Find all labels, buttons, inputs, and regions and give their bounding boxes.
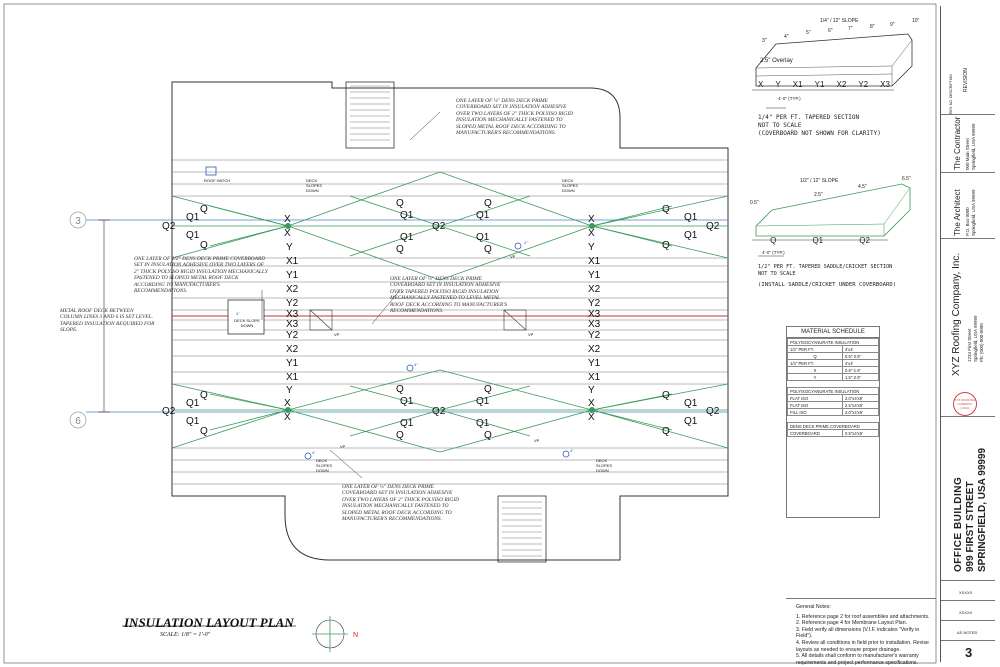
- sheet-number: 3: [965, 645, 973, 660]
- drain-size: 4": [524, 240, 528, 245]
- plan-title: INSULATION LAYOUT PLAN: [124, 615, 294, 630]
- label-q: Q: [484, 244, 492, 255]
- label-q1: Q1: [476, 232, 490, 243]
- label-q1: Q1: [400, 210, 414, 221]
- label-q2: Q2: [706, 406, 720, 417]
- label-y: Y: [588, 385, 595, 396]
- drain-size: 4": [312, 450, 316, 455]
- project-city: SPRINGFIELD, USA 99999: [977, 447, 988, 572]
- thickness-label: 3": [762, 38, 767, 44]
- vp-label: VP: [334, 332, 340, 337]
- note-center: ONE LAYER OF ¼" DENS DECK PRIME COVERBOARD SET IN INSULATION ADHESIVE OVER TAPERED POLYISO RIGID INSULATION MECHANICALLY FASTENED TO LEVEL METAL ROOF DECK ACCORDING TO MANUFACTURER'S RECOMMENDATIONS.: [390, 276, 508, 315]
- thickness-label: 4.5": [858, 184, 867, 190]
- schedule-section-header: DENS DECK PRIME COVERBOARD: [788, 423, 879, 430]
- detail-2-slope: 1/2" / 12" SLOPE: [800, 178, 839, 184]
- label-q: Q: [396, 384, 404, 395]
- schedule-cell: 0.5"x4'x8': [843, 430, 879, 437]
- panel-label: Q2: [859, 236, 870, 245]
- schedule-cell: 2.0"x4'x8': [843, 409, 879, 416]
- notes-divider: [786, 598, 936, 599]
- label-x: X: [588, 214, 595, 225]
- label-x: X: [588, 412, 595, 423]
- general-notes: [796, 604, 936, 666]
- detail-1-dim: 4'-0" (TYP.): [778, 96, 801, 101]
- label-q2: Q2: [162, 406, 176, 417]
- label-y: Y: [286, 242, 293, 253]
- detail-1-slope: 1/4" / 12" SLOPE: [820, 18, 859, 24]
- detail-2-subtitle: NOT TO SCALE: [758, 271, 796, 277]
- schedule-cell: 1/4" PER FT.: [788, 360, 843, 367]
- label-q: Q: [662, 426, 670, 437]
- note-top: ONE LAYER OF ¼" DENS DECK PRIME COVERBOARD SET IN INSULATION ADHESIVE OVER TWO LAYERS OF 2" THICK POLYISO RIGID INSULATION MECHANICALLY FASTENED TO SLOPED METAL ROOF DECK ACCORDING TO MANUFACTURER'S RECOMMENDATIONS.: [456, 98, 574, 137]
- detail-2-panels: [752, 236, 888, 245]
- label-q: Q: [396, 198, 404, 209]
- label-y1: Y1: [286, 270, 299, 281]
- schedule-section-header: POLYISOCYANURATE INSULATION: [788, 388, 879, 395]
- drawing-scale: AS NOTED: [957, 630, 978, 635]
- general-note-item: 2. Reference page 4 for Membrane Layout Plan.: [796, 620, 908, 627]
- schedule-section-header: POLYISOCYANURATE INSULATION: [788, 339, 879, 346]
- label-q1: Q1: [684, 212, 698, 223]
- label-x: X: [284, 228, 291, 239]
- label-x2: X2: [286, 344, 299, 355]
- label-q: Q: [484, 384, 492, 395]
- contractor-name: The Contractor: [953, 116, 962, 170]
- overlay-label: 2.5" Overlay: [760, 58, 793, 64]
- label-q: Q: [662, 204, 670, 215]
- label-q: Q: [396, 430, 404, 441]
- schedule-cell: 1/2" PER FT.: [788, 346, 843, 353]
- project-date: XXXXX: [959, 610, 973, 615]
- contractor-address-1: 000 Main Street: [965, 138, 970, 170]
- label-q: Q: [662, 390, 670, 401]
- label-x2: X2: [588, 344, 601, 355]
- contractor-address-2: Springfield, USA 99999: [971, 123, 976, 170]
- label-q: Q: [484, 430, 492, 441]
- label-q1: Q1: [400, 232, 414, 243]
- architect-address-1: P.O. Box 0000: [965, 207, 970, 236]
- label-q: Q: [484, 198, 492, 209]
- label-q1: Q1: [684, 230, 698, 241]
- label-q: Q: [200, 204, 208, 215]
- panel-label: X2: [836, 80, 847, 89]
- company-name: XYZ Roofing Company, Inc.: [951, 252, 962, 376]
- material-schedule: [786, 326, 880, 518]
- label-x3: X3: [286, 319, 299, 330]
- label-q1: Q1: [186, 398, 200, 409]
- schedule-cell: FLAT ISO: [788, 395, 843, 402]
- thickness-label: 5": [806, 30, 811, 36]
- drain-size: 4": [236, 311, 240, 316]
- general-note-item: 5. All details shall conform to manufacturer's warranty requirements and project performance specifications.: [796, 653, 919, 666]
- north-label: N: [353, 632, 359, 639]
- label-q1: Q1: [400, 396, 414, 407]
- label-x: X: [588, 228, 595, 239]
- label-y2: Y2: [286, 330, 299, 341]
- general-note-item: 3. Field verify all dimensions (V.I.F. indicates "Verify in Field").: [796, 626, 920, 640]
- detail-2-dim: 4'-0" (TYP.): [762, 250, 785, 255]
- schedule-cell: Q: [788, 353, 843, 360]
- detail-2-title: 1/2" PER FT. TAPERED SADDLE/CRICKET SECTION: [758, 264, 893, 270]
- label-x1: X1: [588, 256, 601, 267]
- label-y1: Y1: [286, 358, 299, 369]
- project-street: 999 FIRST STREET: [965, 481, 976, 572]
- thickness-label: 2.5": [814, 192, 823, 198]
- company-logo: XYZ ROOFING COMPANY LOGO: [953, 392, 977, 416]
- panel-label: Q1: [812, 236, 824, 245]
- label-q: Q: [200, 390, 208, 401]
- detail-1-note: (COVERBOARD NOT SHOWN FOR CLARITY): [758, 130, 881, 137]
- vp-label: VP: [510, 254, 516, 259]
- deck-slope-label: DECK SLOPES DOWN: [316, 458, 333, 473]
- title-block: [940, 6, 995, 662]
- label-q2: Q2: [706, 221, 720, 232]
- panel-label: X: [758, 80, 764, 89]
- thickness-label: 10": [912, 18, 920, 24]
- project-name: OFFICE BUILDING: [953, 476, 964, 572]
- label-x3: X3: [286, 309, 299, 320]
- roof-hatch-label: ROOF HATCH: [204, 178, 231, 183]
- thickness-label: 7": [848, 26, 853, 32]
- label-x1: X1: [588, 372, 601, 383]
- label-q2: Q2: [432, 221, 446, 232]
- label-q1: Q1: [476, 396, 490, 407]
- schedule-cell: Y: [788, 374, 843, 381]
- company-address-1: 1234 First Street: [967, 328, 972, 362]
- schedule-cell: FILL ISO: [788, 409, 843, 416]
- detail-1-panels: [752, 80, 896, 89]
- label-y2: Y2: [588, 298, 601, 309]
- schedule-cell: X: [788, 367, 843, 374]
- label-x2: X2: [286, 284, 299, 295]
- deck-slope-label: DECK SLOPES DOWN: [562, 178, 579, 193]
- label-q1: Q1: [476, 210, 490, 221]
- label-q: Q: [662, 240, 670, 251]
- label-y2: Y2: [286, 298, 299, 309]
- schedule-cell: 1.5"-2.5": [843, 374, 879, 381]
- schedule-cell: 0.5"-2.5": [843, 353, 879, 360]
- architect-address-2: Springfield, USA 99999: [971, 189, 976, 236]
- detail-1-title: 1/4" PER FT. TAPERED SECTION: [758, 114, 860, 121]
- thickness-label: 8": [870, 24, 875, 30]
- label-x: X: [284, 398, 291, 409]
- drain-size: 4": [414, 362, 418, 367]
- deck-slope-label: DECK SLOPES DOWN: [596, 458, 613, 473]
- architect-name: The Architect: [953, 189, 962, 236]
- plan-scale: SCALE: 1/8" = 1'-0": [160, 632, 211, 638]
- vp-label: VP: [340, 444, 346, 449]
- thickness-label: 0.5": [750, 200, 759, 206]
- label-y: Y: [588, 242, 595, 253]
- label-x3: X3: [588, 319, 601, 330]
- label-q1: Q1: [186, 230, 200, 241]
- label-x: X: [284, 214, 291, 225]
- label-q1: Q1: [684, 416, 698, 427]
- label-x2: X2: [588, 284, 601, 295]
- general-notes-title: General Notes:: [796, 604, 831, 610]
- schedule-cell: 4'x4': [843, 360, 879, 367]
- gridline-3-label: 3: [75, 216, 81, 227]
- note-bottom: ONE LAYER OF ¼" DENS DECK PRIME COVERBOARD SET IN INSULATION ADHESIVE OVER TWO LAYERS OF 2" THICK POLYISO RIGID INSULATION MECHANICALLY FASTENED TO SLOPED METAL ROOF DECK ACCORDING TO MANUFACTURER'S RECOMMENDATIONS.: [342, 484, 460, 523]
- label-y2: Y2: [588, 330, 601, 341]
- panel-label: Y2: [858, 80, 869, 89]
- label-q1: Q1: [476, 418, 490, 429]
- panel-label: Y: [775, 80, 781, 89]
- label-x: X: [588, 398, 595, 409]
- label-y: Y: [286, 385, 293, 396]
- thickness-label: 6.5": [902, 176, 911, 182]
- general-note-item: 1. Reference page 2 for roof assemblies and attachments.: [796, 613, 930, 620]
- schedule-cell: COVERBOARD: [788, 430, 843, 437]
- label-x1: X1: [286, 372, 299, 383]
- thickness-label: 6": [828, 28, 833, 34]
- detail-2-note: (INSTALL SADDLE/CRICKET UNDER COVERBOARD): [758, 282, 897, 288]
- schedule-cell: 4'x4': [843, 346, 879, 353]
- note-left: ONE LAYER OF 1/2" DENS DECK PRIME COVERBOARD SET IN INSULATION ADHESIVE OVER TWO LAYERS OF 2" THICK POLYISO RIGID INSULATION MECHANICALLY FASTENED TO SLOPED METAL ROOF DECK ACCORDING TO MANUFACTURER'S RECOMMENDATIONS.: [134, 256, 268, 295]
- note-metal-deck: METAL ROOF DECK BETWEEN COLUMN LINES 3 AND 6 IS SET LEVEL. TAPERED INSULATION REQUIRED FOR SLOPE.: [60, 308, 155, 334]
- panel-label: X1: [792, 80, 803, 89]
- revision-label: REVISION: [963, 68, 969, 92]
- label-q1: Q1: [186, 212, 200, 223]
- general-note-item: 4. Review all conditions in field prior to installation. Revise layouts as needed to ensure proper drainage.: [796, 639, 929, 653]
- vp-label: VP: [534, 438, 540, 443]
- detail-1-labels: [748, 16, 938, 136]
- gridline-6-label: 6: [75, 416, 81, 427]
- label-x1: X1: [286, 256, 299, 267]
- panel-label: X3: [880, 80, 890, 89]
- deck-slope-box-label: DECK SLOPE DOWN: [234, 318, 260, 328]
- thickness-label: 9": [890, 22, 895, 28]
- schedule-cell: 2.5"x4'x8': [843, 402, 879, 409]
- label-q: Q: [396, 244, 404, 255]
- label-q2: Q2: [162, 221, 176, 232]
- label-q: Q: [200, 426, 208, 437]
- label-y1: Y1: [588, 358, 601, 369]
- label-q2: Q2: [432, 406, 446, 417]
- label-q: Q: [200, 240, 208, 251]
- deck-slope-label: DECK SLOPES DOWN: [306, 178, 323, 193]
- revision-header: REV. NO. DESCRIPTION: [949, 74, 953, 114]
- schedule-title: MATERIAL SCHEDULE: [787, 327, 879, 338]
- schedule-cell: FLAT ISO: [788, 402, 843, 409]
- thickness-label: 4": [784, 34, 789, 40]
- label-q1: Q1: [684, 398, 698, 409]
- schedule-cell: 0.5"-1.5": [843, 367, 879, 374]
- company-phone: Ph: (000) 000-0000: [979, 323, 984, 362]
- detail-2-labels: [748, 170, 938, 288]
- vp-label: VP: [528, 332, 534, 337]
- project-number: XXXXX: [959, 590, 973, 595]
- drain-size: 4": [570, 448, 574, 453]
- schedule-cell: 2.0"x4'x8': [843, 395, 879, 402]
- panel-label: Y1: [814, 80, 825, 89]
- label-q1: Q1: [186, 416, 200, 427]
- company-address-2: Springfield, USA 99999: [973, 315, 978, 362]
- label-y1: Y1: [588, 270, 601, 281]
- label-x: X: [284, 412, 291, 423]
- panel-label: Q: [770, 236, 777, 245]
- detail-1-subtitle: NOT TO SCALE: [758, 122, 802, 129]
- label-q1: Q1: [400, 418, 414, 429]
- label-x3: X3: [588, 309, 601, 320]
